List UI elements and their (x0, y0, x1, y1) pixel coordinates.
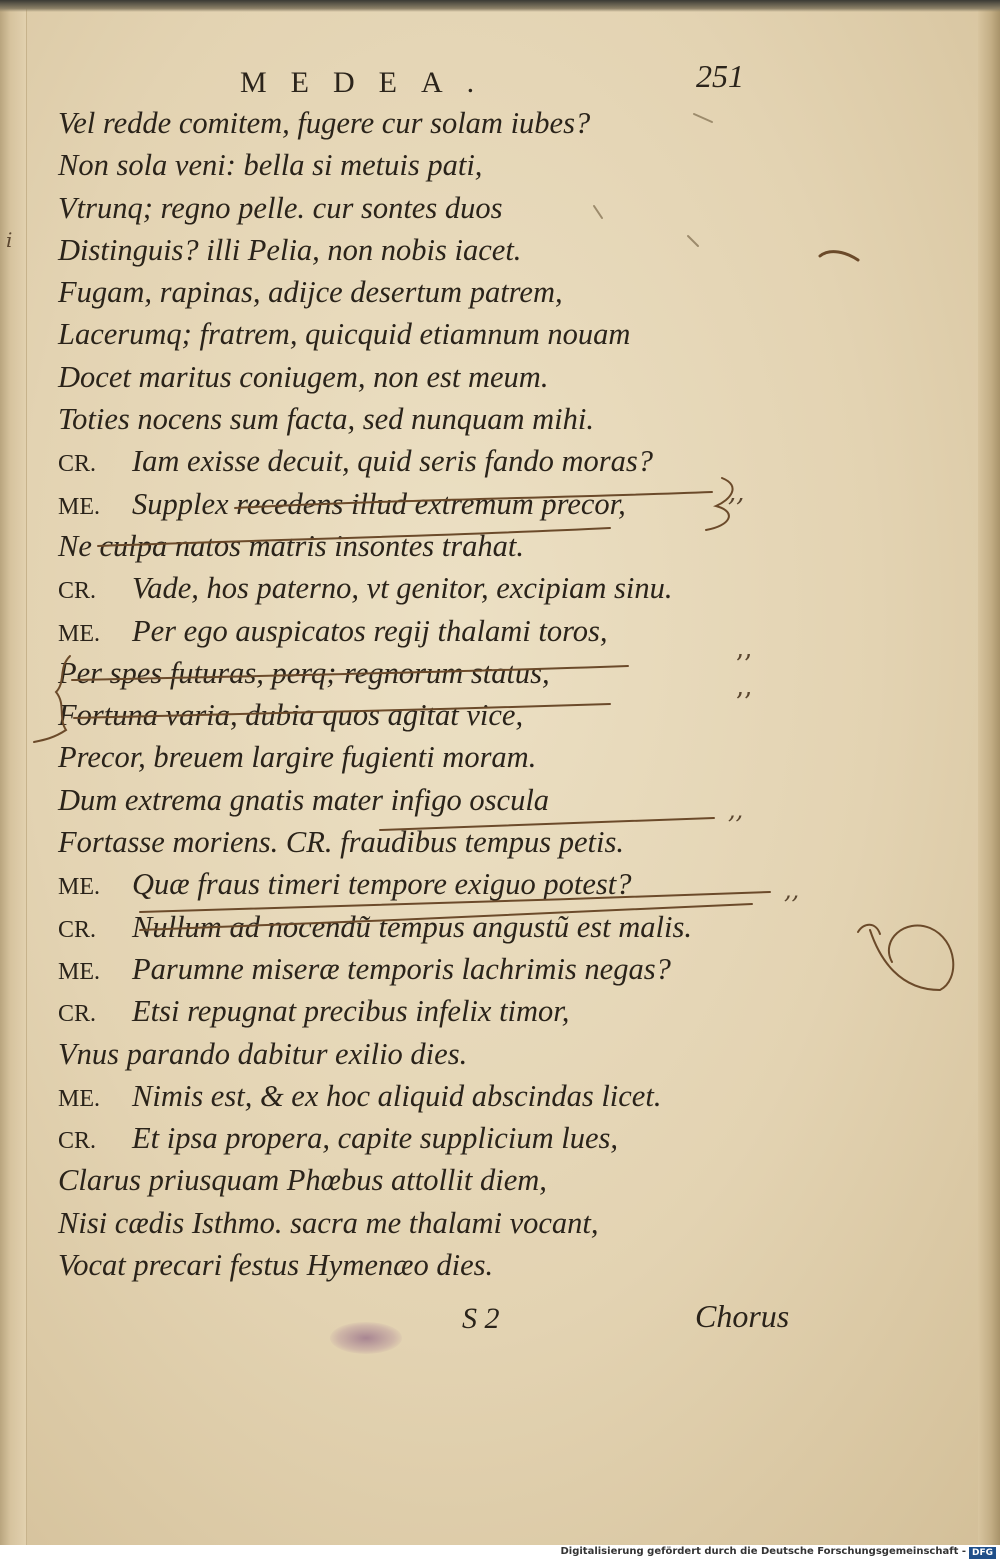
verse-text-span: Per spes futuras, perq; regnorum status, (58, 655, 550, 690)
verse-line (58, 102, 798, 144)
verse-line (58, 313, 798, 355)
verse-text-span: Toties nocens sum facta, sed nunquam mihi. (58, 402, 594, 437)
speaker-label: ME. (58, 1085, 100, 1112)
verse-text-span: Nisi cædis Isthmo. sacra me thalami vocant, (58, 1205, 599, 1240)
quote-marks-5: ,, (784, 876, 800, 904)
signature-mark: S 2 (462, 1302, 500, 1335)
verse-line (58, 440, 798, 482)
quote-marks-2: ,, (736, 672, 753, 702)
verse-line (58, 652, 798, 694)
verse-text (58, 102, 798, 1286)
page-number: 251 (696, 58, 744, 94)
verse-line (58, 1244, 798, 1286)
verse-text-span: Nimis est, & ex hoc aliquid abscindas licet. (132, 1078, 662, 1113)
dfg-logo: DFG (969, 1547, 996, 1559)
verse-line (58, 610, 798, 652)
gutter-mark: i (6, 228, 13, 252)
verse-text-span: Fugam, rapinas, adijce desertum patrem, (58, 275, 563, 310)
verse-text-span: Parumne miseræ temporis lachrimis negas? (132, 951, 671, 986)
verse-line (58, 187, 798, 229)
verse-text-span: Etsi repugnat precibus infelix timor, (132, 994, 570, 1029)
verse-line (58, 229, 798, 271)
verse-line (58, 948, 798, 990)
speaker-label: ME. (58, 620, 100, 647)
credit-bar (0, 1545, 1000, 1561)
verse-text-span: Et ipsa propera, capite supplicium lues, (132, 1121, 618, 1156)
credit-text: Digitalisierung gefördert durch die Deutsche Forschungsgemeinschaft - (560, 1546, 966, 1557)
verse-text-span: Vade, hos paterno, vt genitor, excipiam sinu. (132, 571, 673, 606)
verse-line (58, 1117, 798, 1159)
verse-text-span: Docet maritus coniugem, non est meum. (58, 359, 549, 394)
verse-line (58, 906, 798, 948)
verse-text-span: Precor, breuem largire fugienti moram. (58, 740, 537, 775)
verse-text-span: Non sola veni: bella si metuis pati, (58, 148, 483, 183)
book-gutter (0, 0, 27, 1545)
catchword: Chorus (695, 1298, 790, 1334)
page-edge (978, 0, 1000, 1545)
verse-text-span: Vnus parando dabitur exilio dies. (58, 1036, 468, 1071)
speaker-label: CR. (58, 578, 97, 605)
verse-line (58, 990, 798, 1032)
verse-line (58, 779, 798, 821)
verse-text-span: Vel redde comitem, fugere cur solam iubes? (58, 106, 591, 140)
verse-text-span: Distinguis? illi Pelia, non nobis iacet. (58, 232, 522, 267)
verse-text-span: Ne culpa natos matris insontes trahat. (58, 528, 524, 563)
top-edge-shadow (0, 0, 1000, 12)
verse-text-span: Fortasse moriens. CR. fraudibus tempus petis. (58, 825, 624, 860)
speaker-label: CR. (58, 451, 97, 478)
verse-text-span: Nullum ad nocendũ tempus angustũ est malis. (132, 909, 692, 944)
verse-line (58, 1159, 798, 1201)
verse-text-span: Lacerumq; fratrem, quicquid etiamnum nouam (58, 317, 631, 352)
verse-text-span: Iam exisse decuit, quid seris fando moras? (132, 444, 653, 479)
verse-text-span: Fortuna varia, dubia quos agitat vice, (58, 698, 524, 733)
verse-line (58, 1202, 798, 1244)
speaker-label: CR. (58, 916, 97, 943)
verse-line (58, 525, 798, 567)
quote-marks-3: ,, (728, 478, 745, 508)
verse-text-span: Dum extrema gnatis mater infigo oscula (58, 782, 550, 817)
verse-line (58, 271, 798, 313)
verse-line (58, 821, 798, 863)
speaker-label: ME. (58, 958, 100, 985)
verse-text-span: Clarus priusquam Phœbus attollit diem, (58, 1163, 547, 1198)
verse-text-span: Vtrunq; regno pelle. cur sontes duos (58, 190, 503, 225)
speaker-label: CR. (58, 1001, 97, 1028)
quote-marks-1: ,, (736, 634, 753, 664)
verse-text-span: Per ego auspicatos regij thalami toros, (132, 613, 608, 648)
quote-marks-4: ,, (728, 796, 744, 824)
verse-line (58, 1033, 798, 1075)
verse-line (58, 144, 798, 186)
verse-line (58, 1075, 798, 1117)
verse-line (58, 483, 798, 525)
verse-line (58, 356, 798, 398)
speaker-label: ME. (58, 874, 100, 901)
verse-line (58, 567, 798, 609)
verse-line (58, 736, 798, 778)
speaker-label: ME. (58, 493, 100, 520)
running-head: MEDEA. (240, 66, 499, 99)
verse-line (58, 863, 798, 905)
verse-line (58, 398, 798, 440)
speaker-label: CR. (58, 1128, 97, 1155)
verse-text-span: Supplex recedens illud extremum precor, (132, 486, 626, 521)
ink-blot (330, 1322, 402, 1354)
verse-line (58, 694, 798, 736)
verse-text-span: Vocat precari festus Hymenæo dies. (58, 1248, 494, 1283)
verse-text-span: Quæ fraus timeri tempore exiguo potest? (132, 867, 632, 902)
